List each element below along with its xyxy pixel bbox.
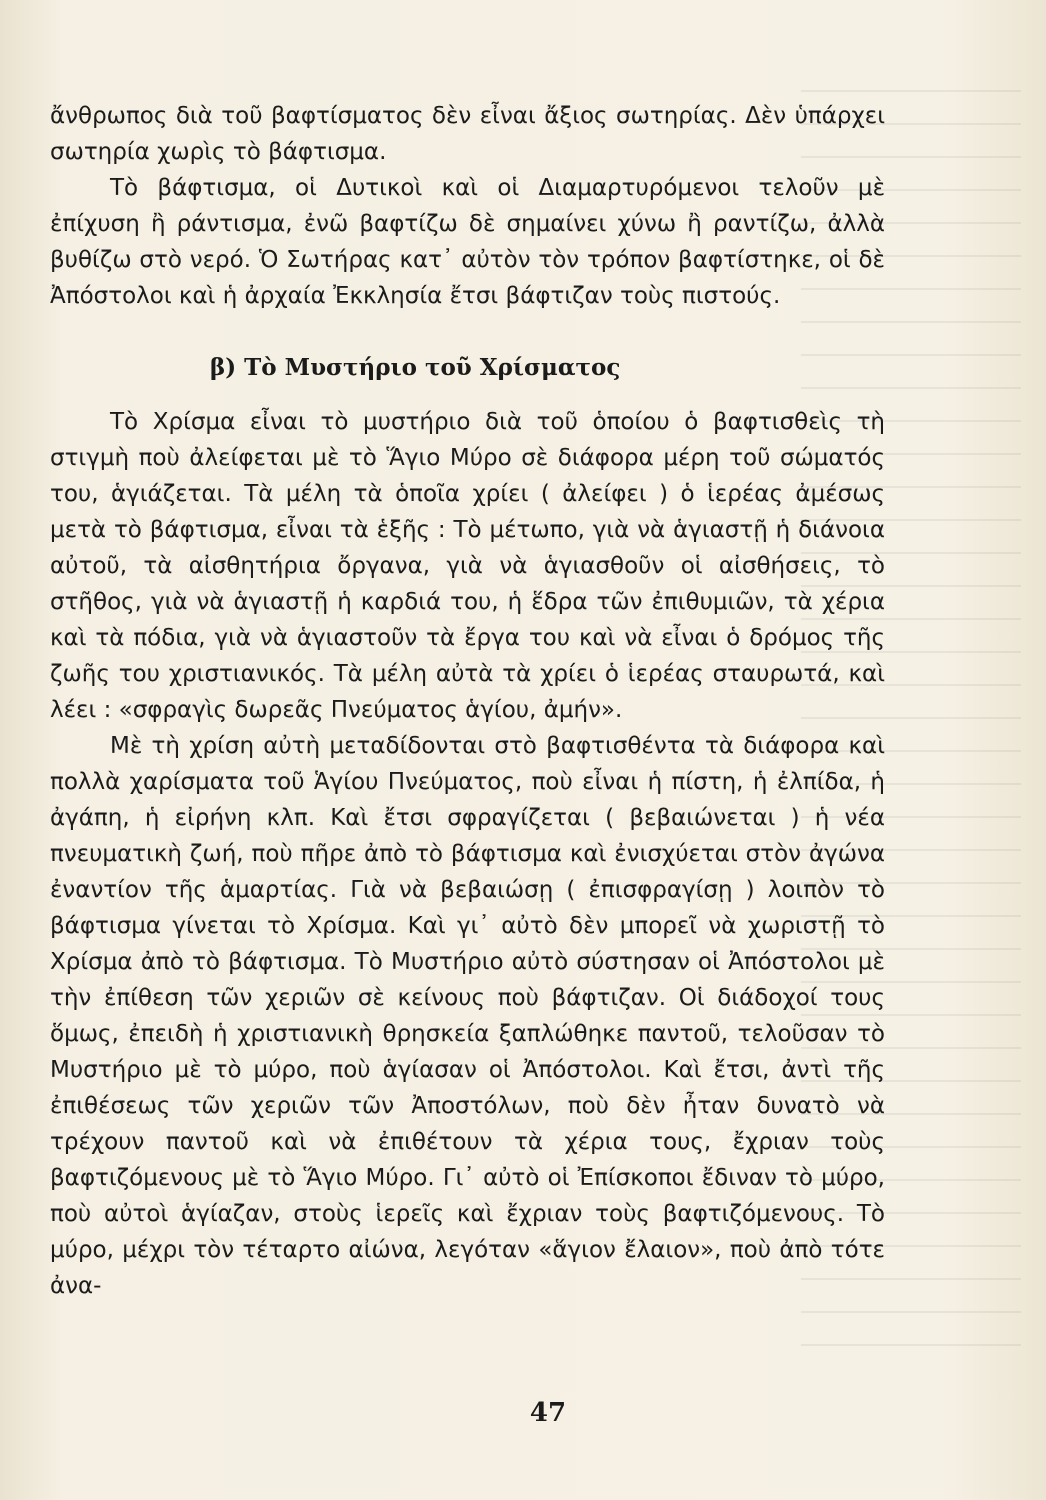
page-body — [50, 98, 885, 1304]
page-number: 47 — [529, 1398, 567, 1428]
paragraph-1: ἄνθρωπος διὰ τοῦ βαφτίσματος δὲν εἶναι ἄξιος σωτηρίας. Δὲν ὑπάρχει σωτηρία χωρὶς τὸ βάφτισμα. — [50, 103, 885, 165]
paragraph-2: Τὸ βάφτισμα, οἱ Δυτικοὶ καὶ οἱ Διαμαρτυρόμενοι τελοῦν μὲ ἐπίχυση ἢ ράντισμα, ἐνῶ βαφτίζω δὲ σημαίνει χύνω ἢ ραντίζω, ἀλλὰ βυθίζω στὸ νερό. Ὁ Σωτήρας κατ᾿ αὐτὸν τὸν τρόπον βαφτίστηκε, οἱ δὲ Ἀπόστολοι καὶ ἡ ἀρχαία Ἐκκλησία ἔτσι βάφτιζαν τοὺς πιστούς. — [50, 175, 885, 309]
paragraph-3: Τὸ Χρίσμα εἶναι τὸ μυστήριο διὰ τοῦ ὁποίου ὁ βαφτισθεὶς τὴ στιγμὴ ποὺ ἀλείφεται μὲ τὸ Ἅγιο Μύρο σὲ διάφορα μέρη τοῦ σώματός του, ἁγιάζεται. Τὰ μέλη τὰ ὁποῖα χρίει ( ἀλείφει ) ὁ ἱερέας ἀμέσως μετὰ τὸ βάφτισμα, εἶναι τὰ ἑξῆς : Τὸ μέτωπο, γιὰ νὰ ἁγιαστῇ ἡ διάνοια αὐτοῦ, τὰ αἰσθητήρια ὄργανα, γιὰ νὰ ἁγιασθοῦν οἱ αἰσθήσεις, τὸ στῆθος, γιὰ νὰ ἁγιαστῇ ἡ καρδιά του, ἡ ἕδρα τῶν ἐπιθυμιῶν, τὰ χέρια καὶ τὰ πόδια, γιὰ νὰ ἁγιαστοῦν τὰ ἔργα του καὶ νὰ εἶναι ὁ δρόμος τῆς ζωῆς του χριστιανικός. Τὰ μέλη αὐτὰ τὰ χρίει ὁ ἱερέας σταυρωτά, καὶ λέει : «σφραγὶς δωρεᾶς Πνεύματος ἁγίου, ἀμήν». — [50, 409, 885, 723]
section-heading: β) Τὸ Μυστήριο τοῦ Χρίσματος — [210, 354, 621, 381]
paragraph-4: Μὲ τὴ χρίση αὐτὴ μεταδίδονται στὸ βαφτισθέντα τὰ διάφορα καὶ πολλὰ χαρίσματα τοῦ Ἁγίου Πνεύματος, ποὺ εἶναι ἡ πίστη, ἡ ἐλπίδα, ἡ ἀγάπη, ἡ εἰρήνη κλπ. Καὶ ἔτσι σφραγίζεται ( βεβαιώνεται ) ἡ νέα πνευματικὴ ζωή, ποὺ πῆρε ἀπὸ τὸ βάφτισμα καὶ ἐνισχύεται στὸν ἀγώνα ἐναντίον τῆς ἁμαρτίας. Γιὰ νὰ βεβαιώσῃ ( ἐπισφραγίσῃ ) λοιπὸν τὸ βάφτισμα γίνεται τὸ Χρίσμα. Καὶ γι᾿ αὐτὸ δὲν μπορεῖ νὰ χωριστῇ τὸ Χρίσμα ἀπὸ τὸ βάφτισμα. Τὸ Μυστήριο αὐτὸ σύστησαν οἱ Ἀπόστολοι μὲ τὴν ἐπίθεση τῶν χεριῶν σὲ κείνους ποὺ βάφτιζαν. Οἱ διάδοχοί τους ὅμως, ἐπειδὴ ἡ χριστιανικὴ θρησκεία ξαπλώθηκε παντοῦ, τελοῦσαν τὸ Μυστήριο μὲ τὸ μύρο, ποὺ ἁγίασαν οἱ Ἀπόστολοι. Καὶ ἔτσι, ἀντὶ τῆς ἐπιθέσεως τῶν χεριῶν τῶν Ἀποστόλων, ποὺ δὲν ἦταν δυνατὸ νὰ τρέχουν παντοῦ καὶ νὰ ἐπιθέτουν τὰ χέρια τους, ἔχριαν τοὺς βαφτιζόμενους μὲ τὸ Ἅγιο Μύρο. Γι᾿ αὐτὸ οἱ Ἐπίσκοποι ἔδιναν τὸ μύρο, ποὺ αὐτοὶ ἁγίαζαν, στοὺς ἱερεῖς καὶ ἔχριαν τοὺς βαφτιζόμενους. Τὸ μύρο, μέχρι τὸν τέταρτο αἰώνα, λεγόταν «ἅγιον ἔλαιον», ποὺ ἀπὸ τότε ἀνα- — [50, 733, 885, 1299]
